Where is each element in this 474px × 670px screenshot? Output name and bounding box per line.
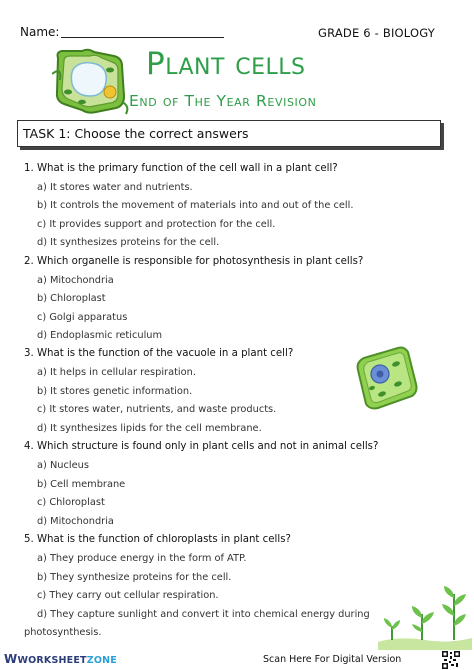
option-1b[interactable]: b) It controls the movement of materials into and out of the cell. [37,200,354,211]
question-3: 3. What is the function of the vacuole in a plant cell? [24,348,294,359]
scan-text: Scan Here For Digital Version [263,654,402,665]
name-line [20,25,224,39]
option-4c[interactable]: c) Chloroplast [37,497,105,508]
name-label: Name: [20,25,60,39]
option-2c[interactable]: c) Golgi apparatus [37,312,128,323]
qr-code-icon[interactable] [442,651,460,669]
option-2d[interactable]: d) Endoplasmic reticulum [37,330,163,341]
question-4: 4. Which structure is found only in plant cells and not in animal cells? [24,441,379,452]
grade-label: GRADE 6 - BIOLOGY [318,26,436,40]
logo-worksheet: WORKSHEET [17,655,87,666]
question-5: 5. What is the function of chloroplasts in plant cells? [24,534,291,545]
logo-w: W [4,652,18,666]
option-1d[interactable]: d) It synthesizes proteins for the cell. [37,237,220,248]
page-title: Plant cells [146,46,306,82]
option-5d[interactable]: d) They capture sunlight and convert it into chemical energy during [37,609,370,620]
option-2b[interactable]: b) Chloroplast [37,293,106,304]
task-box [17,120,441,147]
option-5a[interactable]: a) They produce energy in the form of ATP. [37,553,247,564]
option-3b[interactable]: b) It stores genetic information. [37,386,193,397]
name-blank[interactable] [61,37,224,38]
option-5c[interactable]: c) They carry out cellular respiration. [37,590,219,601]
option-3d[interactable]: d) It synthesizes lipids for the cell membrane. [37,423,262,434]
page-subtitle: End of The Year Revision [129,92,317,110]
option-4d[interactable]: d) Mitochondria [37,516,114,527]
option-3c[interactable]: c) It stores water, nutrients, and waste products. [37,404,277,415]
option-1a[interactable]: a) It stores water and nutrients. [37,182,193,193]
option-4b[interactable]: b) Cell membrane [37,479,126,490]
option-2a[interactable]: a) Mitochondria [37,275,114,286]
option-4a[interactable]: a) Nucleus [37,460,89,471]
logo-zone: ZONE [86,655,117,666]
option-5b[interactable]: b) They synthesize proteins for the cell. [37,572,232,583]
option-3a[interactable]: a) It helps in cellular respiration. [37,367,196,378]
green-cell-icon [354,344,420,412]
seedlings-icon [378,580,472,650]
question-1: 1. What is the primary function of the cell wall in a plant cell? [24,163,338,174]
option-1c[interactable]: c) It provides support and protection for the cell. [37,219,276,230]
worksheetzone-logo[interactable] [4,652,117,666]
plant-cell-icon [52,46,130,116]
task-label: TASK 1: Choose the correct answers [23,126,249,141]
option-5d-continuation: photosynthesis. [24,627,102,638]
question-2: 2. Which organelle is responsible for photosynthesis in plant cells? [24,256,364,267]
